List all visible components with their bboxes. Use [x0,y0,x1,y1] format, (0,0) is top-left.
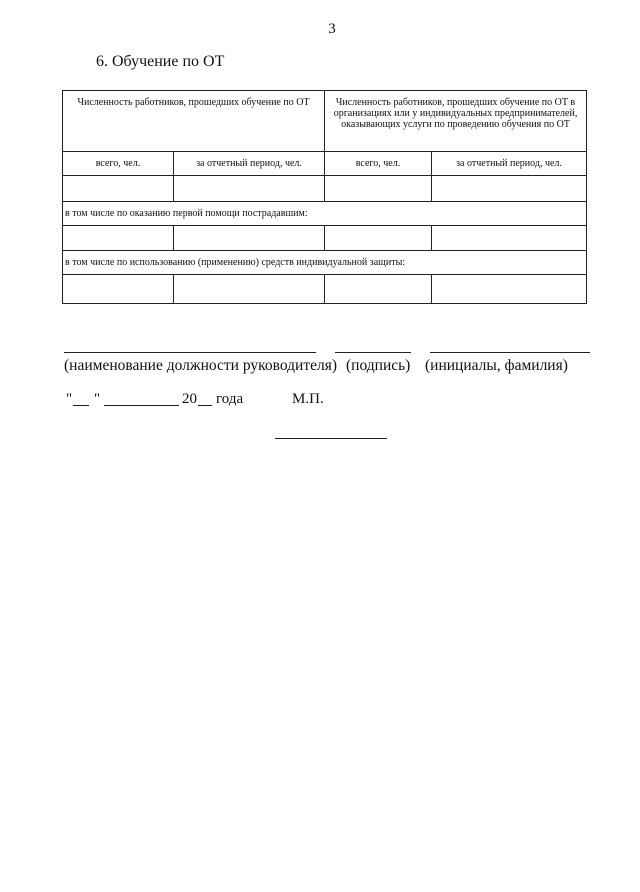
cell-first-aid-period[interactable] [174,226,325,251]
table-row [63,226,587,251]
table-row [63,176,587,202]
closing-divider [275,438,387,439]
subheader-period: за отчетный период, чел. [174,152,325,176]
cell-period-value[interactable] [174,176,325,202]
cell-first-aid-total[interactable] [63,226,174,251]
page-number: 3 [328,21,336,37]
table-header-row [63,91,587,152]
name-line[interactable] [430,352,590,353]
date-quote-open: " [66,391,73,407]
cell-external-period-value[interactable] [432,176,587,202]
cell-ppe-external-period[interactable] [432,275,587,304]
cell-ppe-external-total[interactable] [325,275,432,304]
training-table [62,90,587,304]
date-year-suffix: года [216,391,244,407]
cell-ppe-period[interactable] [174,275,325,304]
name-caption: (инициалы, фамилия) [425,357,568,374]
header-trained-total: Численность работников, прошедших обучение по ОТ [63,91,325,152]
signature-caption: (подпись) [346,357,411,374]
subheader-external-period: за отчетный период, чел. [432,152,587,176]
cell-first-aid-external-period[interactable] [432,226,587,251]
stamp-label: М.П. [292,391,324,407]
signature-line[interactable] [335,352,411,353]
table-row-label [63,251,587,275]
table-row-label [63,202,587,226]
date-year-line[interactable] [198,405,212,406]
label-ppe: в том числе по использованию (применению) средств индивидуальной защиты: [63,251,587,275]
date-month-line[interactable] [104,405,179,406]
table-subheader-row [63,152,587,176]
subheader-total: всего, чел. [63,152,174,176]
header-trained-external: Численность работников, прошедших обучение по ОТ в организациях или у индивидуальных предпринимателей, оказывающих услуги по проведению обучения по ОТ [325,91,587,152]
date-quote-close: " [94,391,101,407]
label-first-aid: в том числе по оказанию первой помощи пострадавшим: [63,202,587,226]
cell-first-aid-external-total[interactable] [325,226,432,251]
position-caption: (наименование должности руководителя) [64,357,337,374]
date-day-line[interactable] [73,405,89,406]
section-heading: 6. Обучение по ОТ [96,53,225,70]
table-row [63,275,587,304]
subheader-external-total: всего, чел. [325,152,432,176]
cell-total-value[interactable] [63,176,174,202]
cell-ppe-total[interactable] [63,275,174,304]
cell-external-total-value[interactable] [325,176,432,202]
position-line[interactable] [64,352,316,353]
date-year-prefix: 20 [182,391,197,407]
